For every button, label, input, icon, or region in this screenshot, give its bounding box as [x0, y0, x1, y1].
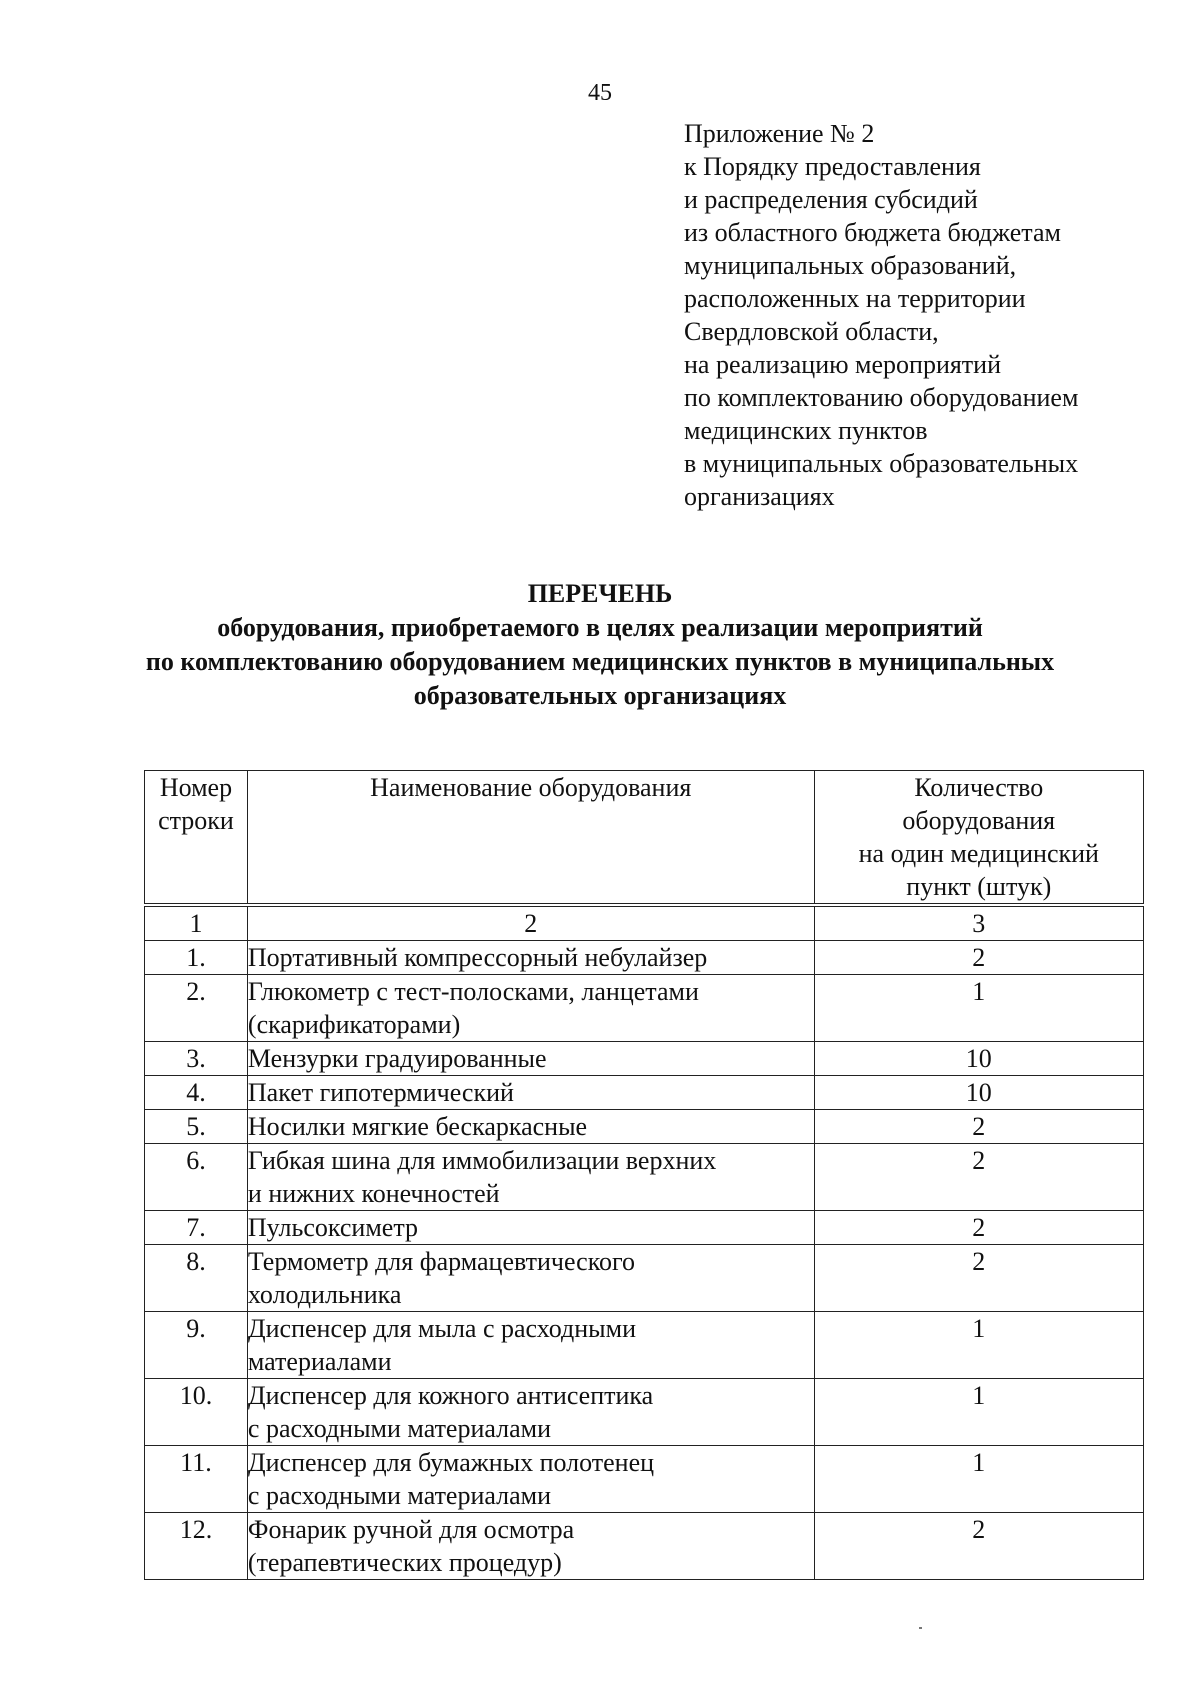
header-line: на один медицинский [858, 839, 1099, 868]
table-row [145, 1379, 1144, 1446]
row-number: 10. [145, 1379, 248, 1446]
equipment-name-line: Носилки мягкие бескаркасные [247, 1112, 588, 1141]
row-number: 5. [145, 1110, 248, 1144]
equipment-name [247, 1076, 814, 1110]
column-number: 2 [247, 905, 814, 941]
row-number: 8. [145, 1245, 248, 1312]
appendix-line: Приложение № 2 [684, 119, 875, 148]
equipment-name-line: холодильника [247, 1280, 402, 1309]
equipment-name-line: и нижних конечностей [247, 1179, 500, 1208]
appendix-line: из областного бюджета бюджетам [684, 218, 1061, 247]
row-number: 12. [145, 1513, 248, 1580]
appendix-line: и распределения субсидий [684, 185, 978, 214]
equipment-name [247, 1144, 814, 1211]
equipment-quantity: 1 [814, 1312, 1143, 1379]
row-number: 4. [145, 1076, 248, 1110]
row-number: 7. [145, 1211, 248, 1245]
row-number: 3. [145, 1042, 248, 1076]
column-number: 3 [814, 905, 1143, 941]
equipment-quantity: 2 [814, 1211, 1143, 1245]
equipment-name-line: (скарификаторами) [247, 1010, 461, 1039]
table-row [145, 1245, 1144, 1312]
table-row [145, 1042, 1144, 1076]
equipment-name [247, 1513, 814, 1580]
table-body [145, 905, 1144, 1580]
equipment-name-line: Гибкая шина для иммобилизации верхних [247, 1146, 717, 1175]
table-row [145, 1312, 1144, 1379]
header-line: пункт (штук) [906, 872, 1052, 901]
equipment-name-line: Диспенсер для кожного антисептика [247, 1381, 654, 1410]
equipment-name-line: Фонарик ручной для осмотра [247, 1515, 575, 1544]
equipment-name-line: с расходными материалами [247, 1414, 552, 1443]
title-line: образовательных организациях [413, 681, 787, 710]
header-line: Наименование оборудования [370, 773, 692, 802]
equipment-name-line: Мензурки градуированные [247, 1044, 547, 1073]
equipment-quantity: 10 [814, 1042, 1143, 1076]
header-equipment-name [247, 771, 814, 906]
equipment-name [247, 1312, 814, 1379]
equipment-name-line: Портативный компрессорный небулайзер [247, 943, 708, 972]
appendix-line: Свердловской области, [684, 317, 939, 346]
scan-speck [919, 1627, 922, 1629]
equipment-name [247, 1379, 814, 1446]
appendix-line: к Порядку предоставления [684, 152, 981, 181]
document-title [0, 577, 1200, 713]
equipment-name [247, 941, 814, 975]
row-number: 2. [145, 975, 248, 1042]
appendix-line: медицинских пунктов [684, 416, 928, 445]
table-row [145, 1110, 1144, 1144]
appendix-line: на реализацию мероприятий [684, 350, 1002, 379]
equipment-quantity: 10 [814, 1076, 1143, 1110]
equipment-name [247, 975, 814, 1042]
appendix-line: по комплектованию оборудованием [684, 383, 1079, 412]
equipment-name-line: материалами [247, 1347, 392, 1376]
table-row [145, 1211, 1144, 1245]
table-header-row [145, 771, 1144, 906]
equipment-name-line: (терапевтических процедур) [247, 1548, 562, 1577]
appendix-line: муниципальных образований, [684, 251, 1017, 280]
equipment-quantity: 2 [814, 1110, 1143, 1144]
appendix-block [684, 117, 1184, 513]
appendix-line: в муниципальных образовательных [684, 449, 1079, 478]
appendix-line: расположенных на территории [684, 284, 1026, 313]
equipment-quantity: 1 [814, 1446, 1143, 1513]
header-line: Количество [914, 773, 1044, 802]
equipment-name-line: Глюкометр с тест-полосками, ланцетами [247, 977, 699, 1006]
equipment-quantity: 2 [814, 1245, 1143, 1312]
header-row-number [145, 771, 248, 906]
title-line: оборудования, приобретаемого в целях реализации мероприятий [217, 613, 983, 642]
equipment-quantity: 2 [814, 1513, 1143, 1580]
equipment-name [247, 1110, 814, 1144]
equipment-name [247, 1211, 814, 1245]
row-number: 6. [145, 1144, 248, 1211]
equipment-name-line: с расходными материалами [247, 1481, 552, 1510]
equipment-name-line: Пакет гипотермический [247, 1078, 514, 1107]
equipment-name-line: Термометр для фармацевтического [247, 1247, 636, 1276]
table-row [145, 1076, 1144, 1110]
header-line: оборудования [902, 806, 1056, 835]
equipment-name [247, 1042, 814, 1076]
page-number: 45 [588, 80, 612, 106]
equipment-name [247, 1446, 814, 1513]
header-line: строки [158, 806, 234, 835]
table-row [145, 1144, 1144, 1211]
appendix-line: организациях [684, 482, 835, 511]
equipment-name-line: Диспенсер для бумажных полотенец [247, 1448, 655, 1477]
equipment-quantity: 2 [814, 1144, 1143, 1211]
equipment-name-line: Диспенсер для мыла с расходными [247, 1314, 636, 1343]
row-number: 9. [145, 1312, 248, 1379]
equipment-name [247, 1245, 814, 1312]
header-quantity [814, 771, 1143, 906]
title-heading: ПЕРЕЧЕНЬ [527, 579, 673, 608]
table-row [145, 975, 1144, 1042]
table-row [145, 1446, 1144, 1513]
column-number: 1 [145, 905, 248, 941]
equipment-table [144, 770, 1144, 1580]
table-row [145, 941, 1144, 975]
equipment-quantity: 1 [814, 1379, 1143, 1446]
column-numbering-row [145, 905, 1144, 941]
table-row [145, 1513, 1144, 1580]
equipment-name-line: Пульсоксиметр [247, 1213, 419, 1242]
equipment-quantity: 1 [814, 975, 1143, 1042]
row-number: 1. [145, 941, 248, 975]
row-number: 11. [145, 1446, 248, 1513]
title-line: по комплектованию оборудованием медицинских пунктов в муниципальных [145, 647, 1055, 676]
header-line: Номер [159, 773, 233, 802]
equipment-quantity: 2 [814, 941, 1143, 975]
